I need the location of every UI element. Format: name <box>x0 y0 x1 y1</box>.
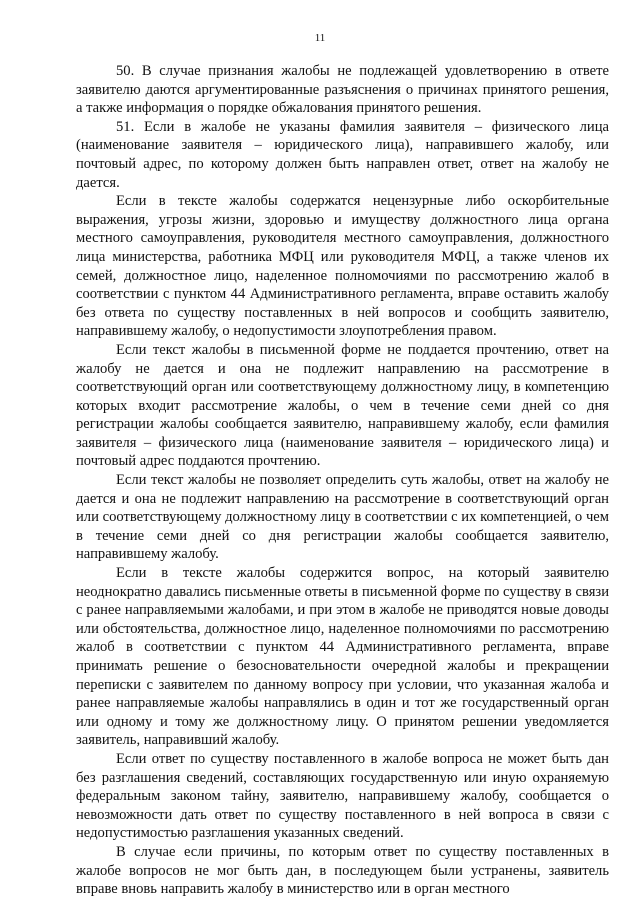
paragraph-51: 51. Если в жалобе не указаны фамилия заявителя – физического лица (наименование заявителя – юридического лица), направившего жалобу, или почтовый адрес, по которому должен быть направлен ответ, ответ на жалобу не дается. <box>76 118 609 191</box>
paragraph-unreadable-text: Если текст жалобы в письменной форме не поддается прочтению, ответ на жалобу не дается и она не подлежит направлению на рассмотрение в соответствующий орган или соответствующему должностному лицу, в компетенцию которых входит рассмотрение жалобы, о чем в течение семи дней со дня регистрации жалобы сообщается заявителю, направившему жалобу, если фамилия заявителя – физического лица (наименование заявителя – юридического лица) и почтовый адрес поддаются прочтению. <box>76 341 609 470</box>
paragraph-50: 50. В случае признания жалобы не подлежащей удовлетворению в ответе заявителю даются аргументированные разъяснения о причинах принятого решения, а также информация о порядке обжалования принятого решения. <box>76 63 609 117</box>
document-body <box>76 62 609 899</box>
paragraph-offensive-content: Если в тексте жалобы содержатся нецензурные либо оскорбительные выражения, угрозы жизни, здоровью и имуществу должностного лица органа местного самоуправления, руководителя местного самоуправления, должностного лица министерства, работника МФЦ или руководителя МФЦ, а также членов их семей, должностное лицо, наделенное полномочиями по рассмотрению жалоб в соответствии с пунктом 44 Административного регламента, вправе оставить жалобу без ответа по существу поставленных в ней вопросов и сообщить заявителю, направившему жалобу, о недопустимости злоупотребления правом. <box>76 193 609 340</box>
paragraph-reasons-eliminated: В случае если причины, по которым ответ по существу поставленных в жалобе вопросов не мог быть дан, в последующем были устранены, заявитель вправе вновь направить жалобу в министерство или в орган местного <box>76 843 609 898</box>
paragraph-secret-information: Если ответ по существу поставленного в жалобе вопроса не может быть дан без разглашения сведений, составляющих государственную или иную охраняемую федеральным законом тайну, заявителю, направившему жалобу, сообщается о невозможности дать ответ по существу поставленного в ней вопроса в связи с недопустимостью разглашения указанных сведений. <box>76 750 609 842</box>
page-number: 11 <box>314 32 326 44</box>
paragraph-repeated-question: Если в тексте жалобы содержится вопрос, на который заявителю неоднократно давались письменные ответы в письменной форме по существу в связи с ранее направляемыми жалобами, и при этом в жалобе не приводятся новые доводы или обстоятельства, должностное лицо, наделенное полномочиями по рассмотрению жалоб в соответствии с пунктом 44 Административного регламента, вправе принимать решение о безосновательности очередной жалобы и прекращении переписки с заявителем по данному вопросу при условии, что указанная жалоба и ранее направляемые жалобы направлялись в один и тот же государственный орган или одному и тому же должностному лицу. О принятом решении уведомляется заявитель, направивший жалобу. <box>76 565 609 749</box>
paragraph-undefined-essence: Если текст жалобы не позволяет определить суть жалобы, ответ на жалобу не дается и она не подлежит направлению на рассмотрение в соответствующий орган или соответствующему должностному лицу в соответствии с их компетенцией, о чем в течение семи дней со дня регистрации жалобы сообщается заявителю, направившему жалобу. <box>76 472 609 563</box>
